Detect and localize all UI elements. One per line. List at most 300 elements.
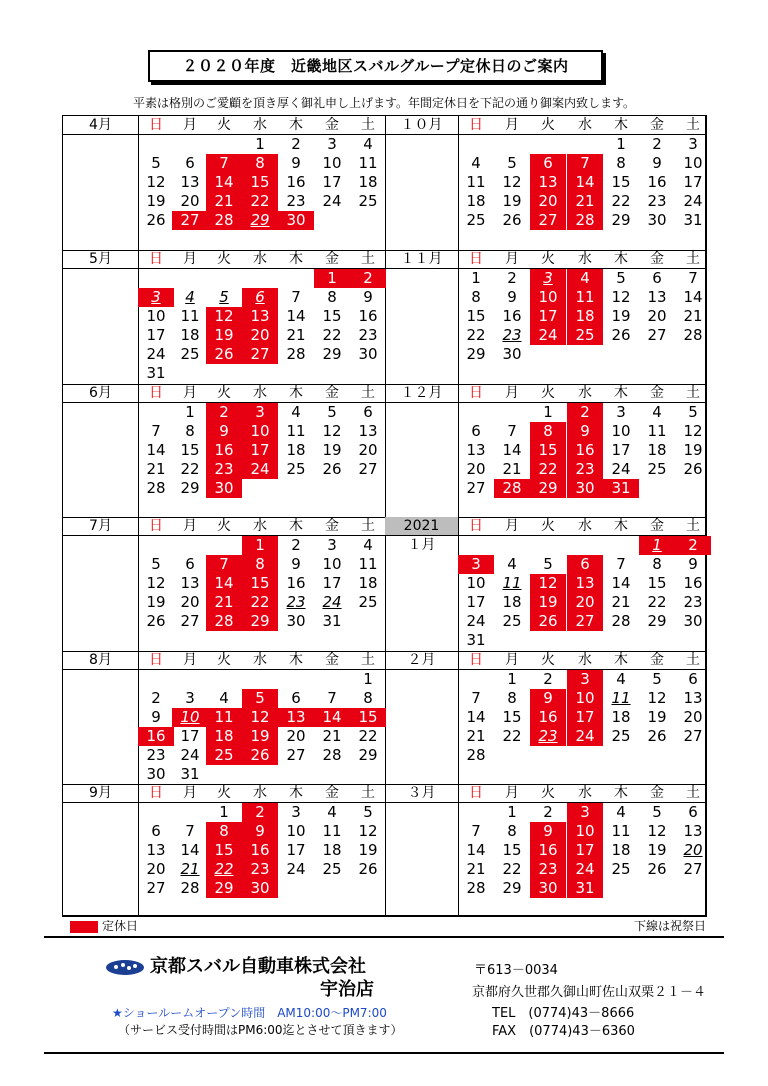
calendar-day: 21 (683, 307, 703, 325)
closed-day: 29 (206, 879, 242, 898)
calendar-day: 3 (291, 803, 301, 821)
calendar-day: 8 (185, 422, 195, 440)
company-name: 京都スバル自動車株式会社 (150, 956, 366, 977)
weekday-header: 水 (253, 385, 267, 401)
calendar-day: 16 (502, 307, 522, 325)
calendar-day: 4 (291, 403, 301, 421)
calendar-day: 24 (322, 593, 342, 611)
calendar-day: 19 (611, 307, 631, 325)
closed-day: 15 (242, 173, 278, 192)
weekday-header: 日 (149, 251, 163, 267)
telephone: TEL (0774)43－8666 (492, 1006, 635, 1021)
calendar-day: 14 (180, 841, 200, 859)
calendar-day: 5 (688, 403, 698, 421)
closed-day: 28 (494, 479, 530, 498)
calendar-day: 12 (358, 822, 378, 840)
calendar-day: 15 (502, 841, 522, 859)
weekday-header: 土 (361, 518, 375, 534)
calendar-day: 4 (507, 555, 517, 573)
calendar-day: 10 (683, 154, 703, 172)
closed-day: 5 (242, 689, 278, 708)
holiday-note: 下線は祝祭日 (633, 919, 706, 933)
calendar-day: 6 (652, 269, 662, 287)
calendar-day: 14 (146, 441, 166, 459)
weekday-header: 月 (505, 518, 519, 534)
legend-label: 定休日 (102, 919, 139, 933)
weekday-header: 月 (183, 251, 197, 267)
calendar-day: 4 (185, 288, 195, 306)
month-label: 4月 (89, 117, 112, 133)
calendar-day: 11 (611, 689, 631, 707)
calendar-day: 14 (466, 708, 486, 726)
weekday-header: 木 (614, 385, 628, 401)
calendar-day: 19 (683, 441, 703, 459)
calendar-day: 9 (291, 154, 301, 172)
calendar-day: 28 (180, 879, 200, 897)
calendar-day: 28 (611, 612, 631, 630)
calendar-day: 26 (502, 211, 522, 229)
weekday-header: 木 (614, 785, 628, 801)
weekday-header: 月 (505, 251, 519, 267)
calendar-day: 14 (286, 307, 306, 325)
weekday-header: 金 (325, 785, 339, 801)
weekday-header: 土 (361, 652, 375, 668)
closed-day: 16 (206, 441, 242, 460)
calendar-day: 5 (363, 803, 373, 821)
weekday-header: 土 (361, 385, 375, 401)
calendar-day: 8 (327, 288, 337, 306)
calendar-day: 3 (327, 536, 337, 554)
intro-text: 平素は格別のご愛顧を頂き厚く御礼申し上げます。年間定休日を下記の通り御案内致します。 (132, 96, 636, 110)
weekday-header: 土 (686, 251, 700, 267)
calendar-day: 12 (502, 173, 522, 191)
calendar-day: 16 (647, 173, 667, 191)
calendar-day: 1 (363, 670, 373, 688)
closed-day: 27 (242, 345, 278, 364)
page-title: ２０２０年度 近畿地区スバルグループ定休日のご案内 (148, 50, 603, 82)
calendar-day: 14 (611, 574, 631, 592)
calendar-day: 13 (180, 574, 200, 592)
calendar-day: 2 (151, 689, 161, 707)
calendar-day: 21 (146, 460, 166, 478)
calendar-day: 29 (611, 211, 631, 229)
calendar-day: 16 (358, 307, 378, 325)
closed-day: 21 (206, 192, 242, 211)
closed-day: 27 (530, 211, 566, 230)
closed-day: 13 (567, 574, 603, 593)
calendar-day: 4 (363, 536, 373, 554)
weekday-header: 火 (541, 385, 555, 401)
calendar-day: 12 (146, 574, 166, 592)
weekday-header: 火 (217, 117, 231, 133)
holiday-calendar (62, 115, 707, 917)
calendar-day: 2 (291, 536, 301, 554)
calendar-day: 9 (291, 555, 301, 573)
closed-day: 10 (172, 708, 208, 727)
calendar-day: 30 (502, 345, 522, 363)
month-label: ２月 (407, 652, 436, 668)
closed-day: 24 (242, 460, 278, 479)
calendar-day: 26 (683, 460, 703, 478)
weekday-header: 日 (469, 251, 483, 267)
calendar-day: 11 (286, 422, 306, 440)
calendar-day: 13 (683, 689, 703, 707)
calendar-day: 20 (286, 727, 306, 745)
closed-day: 9 (242, 822, 278, 841)
closed-day: 19 (530, 593, 566, 612)
month-sublabel: １月 (407, 537, 436, 553)
calendar-day: 25 (647, 460, 667, 478)
closed-day: 19 (242, 727, 278, 746)
weekday-header: 金 (325, 385, 339, 401)
calendar-day: 5 (151, 555, 161, 573)
calendar-day: 5 (219, 288, 229, 306)
calendar-day: 10 (146, 307, 166, 325)
calendar-day: 8 (471, 288, 481, 306)
closed-day: 29 (242, 211, 278, 230)
closed-day: 16 (138, 727, 174, 746)
closed-day: 30 (278, 211, 314, 230)
closed-day: 22 (206, 860, 242, 879)
weekday-header: 金 (650, 652, 664, 668)
closed-day: 16 (530, 841, 566, 860)
weekday-header: 日 (149, 385, 163, 401)
closed-day: 9 (530, 822, 566, 841)
calendar-day: 25 (358, 192, 378, 210)
calendar-day: 24 (466, 612, 486, 630)
calendar-day: 29 (466, 345, 486, 363)
weekday-header: 金 (650, 117, 664, 133)
closed-day: 19 (206, 326, 242, 345)
calendar-day: 6 (363, 403, 373, 421)
calendar-day: 21 (286, 326, 306, 344)
calendar-day: 20 (683, 841, 703, 859)
month-label: 8月 (89, 652, 112, 668)
month-label: １０月 (400, 117, 443, 133)
calendar-day: 24 (683, 192, 703, 210)
month-label: ３月 (407, 785, 436, 801)
calendar-day: 7 (151, 422, 161, 440)
calendar-day: 4 (471, 154, 481, 172)
closed-day: 1 (242, 536, 278, 555)
calendar-day: 17 (322, 173, 342, 191)
calendar-day: 30 (683, 612, 703, 630)
closed-day: 13 (242, 307, 278, 326)
weekday-header: 土 (686, 117, 700, 133)
divider-top (44, 936, 724, 938)
calendar-day: 5 (151, 154, 161, 172)
closed-day: 24 (530, 326, 566, 345)
calendar-day: 17 (683, 173, 703, 191)
calendar-day: 18 (286, 441, 306, 459)
calendar-day: 9 (151, 708, 161, 726)
calendar-day: 13 (647, 288, 667, 306)
calendar-day: 1 (219, 803, 229, 821)
calendar-day: 6 (471, 422, 481, 440)
calendar-day: 14 (466, 841, 486, 859)
closed-day: 17 (567, 841, 603, 860)
calendar-day: 2 (652, 135, 662, 153)
calendar-day: 7 (185, 822, 195, 840)
calendar-day: 13 (146, 841, 166, 859)
closed-day: 29 (530, 479, 566, 498)
address: 京都府久世郡久御山町佐山双栗２１－４ (472, 985, 707, 1000)
calendar-day: 27 (146, 879, 166, 897)
calendar-day: 20 (358, 441, 378, 459)
calendar-day: 12 (647, 822, 667, 840)
calendar-day: 22 (502, 727, 522, 745)
calendar-day: 20 (647, 307, 667, 325)
calendar-day: 24 (180, 746, 200, 764)
calendar-day: 3 (327, 135, 337, 153)
calendar-day: 9 (507, 288, 517, 306)
month-label: 2021 (385, 517, 458, 535)
closed-day: 28 (567, 211, 603, 230)
closed-day: 24 (567, 727, 603, 746)
calendar-day: 26 (322, 460, 342, 478)
calendar-day: 26 (611, 326, 631, 344)
closed-day: 22 (242, 593, 278, 612)
weekday-header: 日 (469, 385, 483, 401)
calendar-day: 25 (611, 860, 631, 878)
fax: FAX (0774)43－6360 (492, 1024, 635, 1039)
closed-day: 18 (206, 727, 242, 746)
weekday-header: 土 (686, 652, 700, 668)
calendar-day: 25 (180, 345, 200, 363)
calendar-day: 19 (322, 441, 342, 459)
calendar-day: 9 (652, 154, 662, 172)
closed-day: 14 (206, 574, 242, 593)
calendar-day: 11 (466, 173, 486, 191)
closed-day: 14 (206, 173, 242, 192)
closed-day: 6 (242, 288, 278, 307)
calendar-day: 10 (611, 422, 631, 440)
calendar-day: 10 (466, 574, 486, 592)
closed-day: 27 (172, 211, 208, 230)
closed-day: 3 (567, 670, 603, 689)
closed-day: 17 (242, 441, 278, 460)
calendar-day: 24 (611, 460, 631, 478)
closed-day: 16 (530, 708, 566, 727)
calendar-day: 29 (502, 879, 522, 897)
weekday-header: 土 (361, 117, 375, 133)
closed-day: 23 (206, 460, 242, 479)
calendar-day: 4 (327, 803, 337, 821)
calendar-day: 25 (611, 727, 631, 745)
calendar-day: 15 (647, 574, 667, 592)
weekday-header: 土 (686, 785, 700, 801)
closed-day-swatch (70, 921, 98, 933)
calendar-day: 22 (611, 192, 631, 210)
calendar-day: 5 (652, 803, 662, 821)
calendar-day: 19 (146, 593, 166, 611)
calendar-day: 4 (363, 135, 373, 153)
calendar-day: 12 (146, 173, 166, 191)
calendar-day: 23 (286, 192, 306, 210)
calendar-day: 10 (322, 154, 342, 172)
calendar-day: 13 (466, 441, 486, 459)
closed-day: 8 (530, 422, 566, 441)
calendar-day: 22 (180, 460, 200, 478)
closed-day: 8 (242, 555, 278, 574)
closed-day: 15 (530, 441, 566, 460)
closed-day: 15 (242, 574, 278, 593)
calendar-day: 21 (180, 860, 200, 878)
closed-day: 1 (639, 536, 675, 555)
calendar-day: 17 (611, 441, 631, 459)
closed-day: 20 (242, 326, 278, 345)
calendar-day: 5 (327, 403, 337, 421)
closed-day: 2 (567, 403, 603, 422)
calendar-day: 4 (616, 803, 626, 821)
closed-day: 9 (206, 422, 242, 441)
calendar-day: 21 (502, 460, 522, 478)
calendar-day: 16 (286, 173, 306, 191)
calendar-day: 24 (146, 345, 166, 363)
month-label: 5月 (89, 251, 112, 267)
calendar-day: 5 (507, 154, 517, 172)
calendar-day: 3 (616, 403, 626, 421)
calendar-day: 20 (180, 192, 200, 210)
weekday-header: 水 (253, 785, 267, 801)
calendar-day: 11 (611, 822, 631, 840)
calendar-day: 25 (466, 211, 486, 229)
calendar-day: 24 (286, 860, 306, 878)
calendar-day: 17 (466, 593, 486, 611)
weekday-header: 月 (183, 117, 197, 133)
calendar-day: 1 (507, 670, 517, 688)
closed-day: 3 (530, 269, 566, 288)
calendar-day: 5 (616, 269, 626, 287)
calendar-day: 21 (611, 593, 631, 611)
calendar-day: 26 (358, 860, 378, 878)
calendar-day: 31 (683, 211, 703, 229)
calendar-day: 11 (647, 422, 667, 440)
weekday-header: 日 (469, 785, 483, 801)
closed-day: 30 (530, 879, 566, 898)
calendar-day: 2 (543, 803, 553, 821)
closed-day: 3 (242, 403, 278, 422)
calendar-day: 12 (322, 422, 342, 440)
month-label: 6月 (89, 385, 112, 401)
weekday-header: 日 (149, 518, 163, 534)
weekday-header: 火 (217, 518, 231, 534)
closed-day: 2 (206, 403, 242, 422)
calendar-day: 18 (502, 593, 522, 611)
closed-day: 31 (603, 479, 639, 498)
closed-day: 14 (314, 708, 350, 727)
calendar-day: 11 (180, 307, 200, 325)
closed-day: 23 (530, 727, 566, 746)
calendar-day: 18 (611, 841, 631, 859)
calendar-day: 22 (358, 727, 378, 745)
closed-day: 3 (458, 555, 494, 574)
calendar-day: 28 (466, 879, 486, 897)
closed-day: 15 (206, 841, 242, 860)
closed-day: 25 (567, 326, 603, 345)
month-label: １２月 (400, 385, 443, 401)
closed-day: 24 (567, 860, 603, 879)
calendar-day: 7 (327, 689, 337, 707)
calendar-day: 23 (683, 593, 703, 611)
calendar-day: 27 (683, 727, 703, 745)
calendar-day: 22 (647, 593, 667, 611)
closed-day: 25 (206, 746, 242, 765)
calendar-day: 30 (146, 765, 166, 783)
calendar-day: 3 (185, 689, 195, 707)
closed-day: 2 (242, 803, 278, 822)
closed-day: 22 (242, 192, 278, 211)
calendar-day: 18 (358, 574, 378, 592)
calendar-day: 21 (322, 727, 342, 745)
calendar-day: 4 (219, 689, 229, 707)
calendar-day: 28 (146, 479, 166, 497)
calendar-day: 9 (363, 288, 373, 306)
calendar-day: 22 (322, 326, 342, 344)
calendar-day: 29 (358, 746, 378, 764)
calendar-day: 2 (291, 135, 301, 153)
calendar-day: 6 (185, 154, 195, 172)
closed-day: 28 (206, 612, 242, 631)
closed-day: 15 (350, 708, 386, 727)
weekday-header: 月 (183, 785, 197, 801)
closed-day: 21 (567, 192, 603, 211)
weekday-header: 月 (505, 785, 519, 801)
weekday-header: 水 (253, 518, 267, 534)
weekday-header: 金 (650, 518, 664, 534)
calendar-day: 20 (683, 708, 703, 726)
weekday-header: 木 (289, 117, 303, 133)
calendar-day: 16 (286, 574, 306, 592)
closed-day: 31 (567, 879, 603, 898)
calendar-day: 31 (146, 364, 166, 382)
closed-day: 2 (350, 269, 386, 288)
calendar-day: 2 (507, 269, 517, 287)
calendar-day: 20 (146, 860, 166, 878)
calendar-day: 25 (358, 593, 378, 611)
calendar-day: 11 (502, 574, 522, 592)
weekday-header: 木 (289, 385, 303, 401)
calendar-day: 11 (322, 822, 342, 840)
postal-code: 〒613－0034 (474, 963, 558, 978)
calendar-day: 7 (688, 269, 698, 287)
weekday-header: 金 (325, 117, 339, 133)
weekday-header: 金 (325, 518, 339, 534)
closed-day: 7 (567, 154, 603, 173)
calendar-day: 10 (322, 555, 342, 573)
calendar-day: 6 (291, 689, 301, 707)
calendar-day: 30 (358, 345, 378, 363)
closed-day: 9 (567, 422, 603, 441)
calendar-day: 14 (683, 288, 703, 306)
closed-day: 10 (567, 689, 603, 708)
calendar-day: 29 (180, 479, 200, 497)
service-hours: （サービス受付時間はPM6:00迄とさせて頂きます） (118, 1023, 403, 1037)
calendar-day: 18 (322, 841, 342, 859)
closed-day: 26 (242, 746, 278, 765)
calendar-day: 27 (358, 460, 378, 478)
calendar-day: 31 (466, 631, 486, 649)
calendar-day: 20 (180, 593, 200, 611)
weekday-header: 火 (541, 117, 555, 133)
closed-day: 20 (567, 593, 603, 612)
calendar-day: 22 (502, 860, 522, 878)
calendar-day: 29 (647, 612, 667, 630)
calendar-day: 8 (652, 555, 662, 573)
calendar-day: 14 (502, 441, 522, 459)
weekday-header: 金 (650, 785, 664, 801)
weekday-header: 金 (650, 385, 664, 401)
